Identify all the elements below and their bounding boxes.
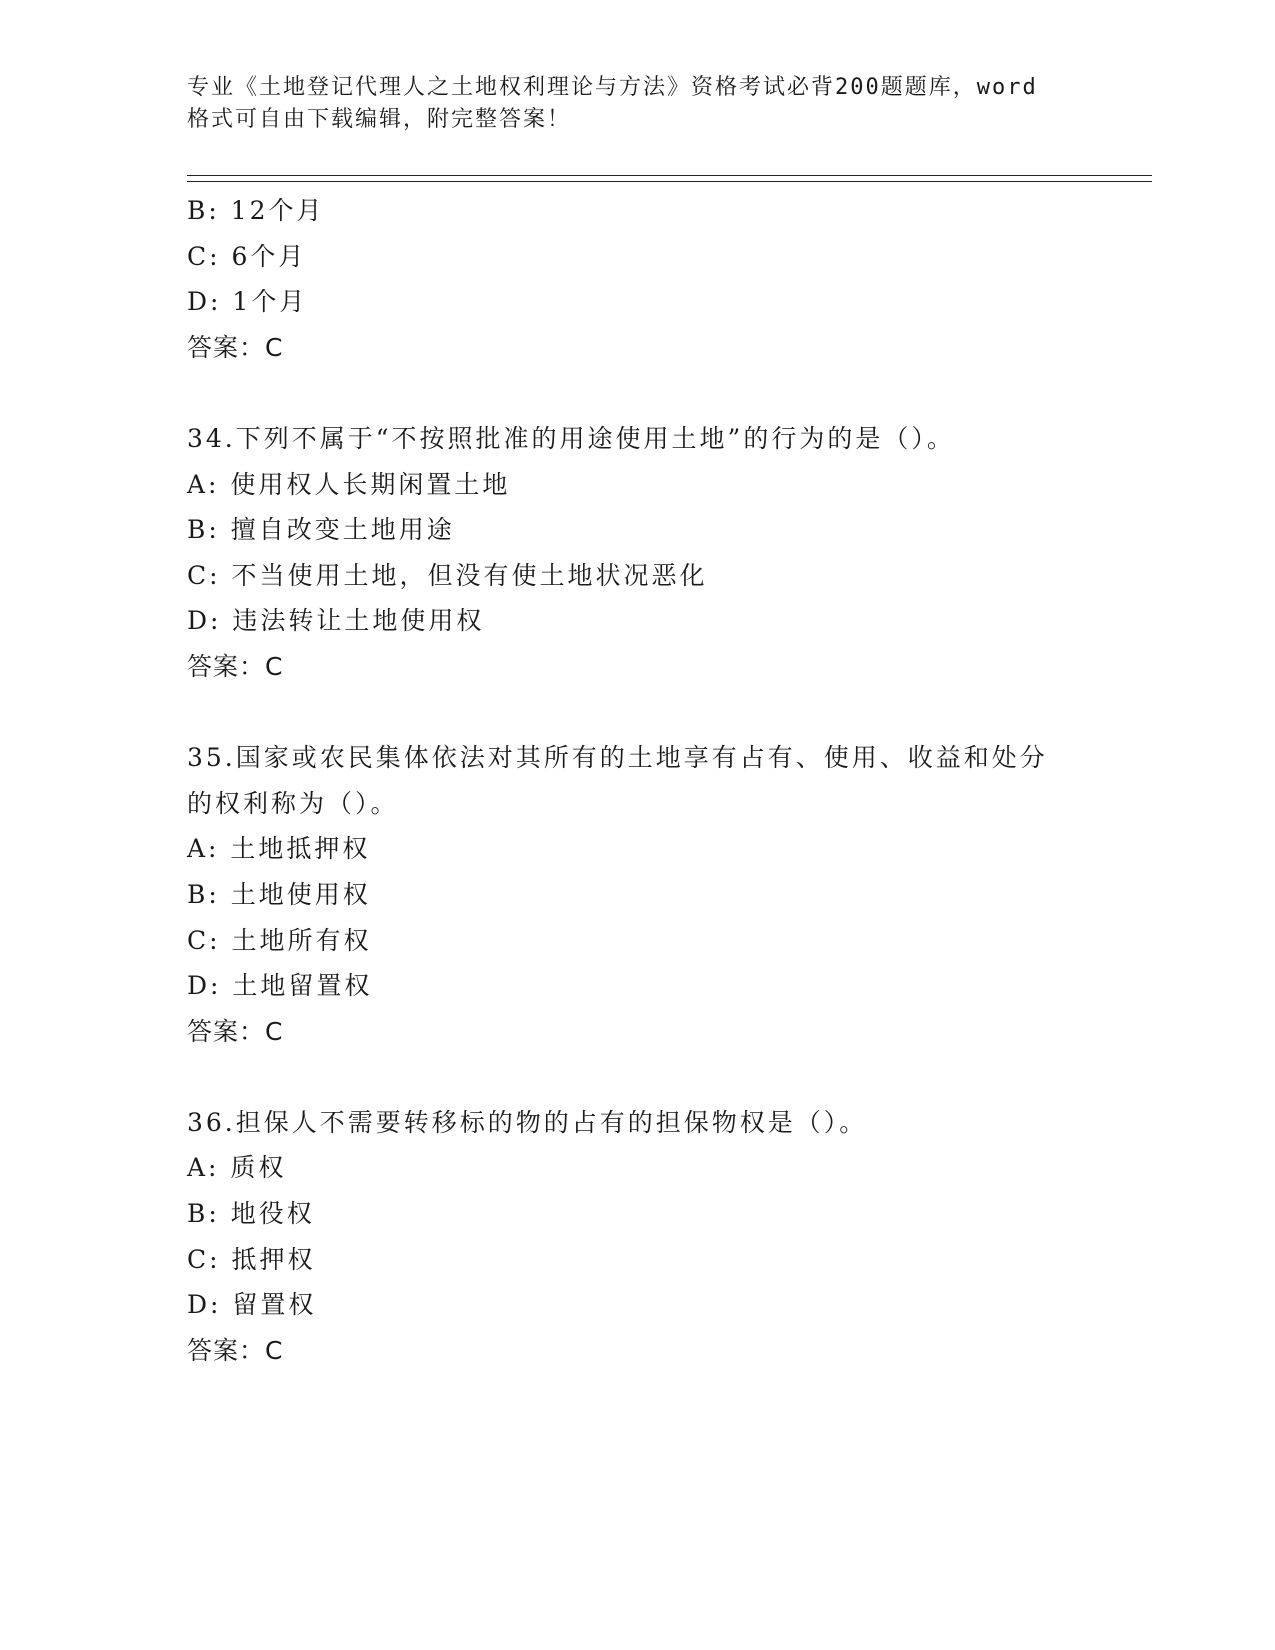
header-title-line-1: 专业《土地登记代理人之土地权利理论与方法》资格考试必背200题题库，word <box>187 75 1038 100</box>
question-block-34 <box>187 416 1087 690</box>
question-stem: 34.下列不属于“不按照批准的用途使用土地”的行为的是（）。 <box>187 423 955 453</box>
option-b: B: 地役权 <box>187 1199 315 1229</box>
option-a: A: 使用权人长期闲置土地 <box>187 469 511 499</box>
option-a: A: 质权 <box>187 1153 287 1183</box>
question-list <box>187 188 1087 1373</box>
question-stem-line-1: 35.国家或农民集体依法对其所有的土地享有占有、使用、收益和处分 <box>187 743 1048 773</box>
option-c: C: 6个月 <box>187 241 307 271</box>
option-d: D: 留置权 <box>187 1290 317 1320</box>
option-c: C: 不当使用土地，但没有使土地状况恶化 <box>187 560 708 590</box>
spacer <box>187 1054 1087 1100</box>
option-d: D: 1个月 <box>187 287 308 317</box>
question-block-35 <box>187 735 1087 1054</box>
spacer <box>187 370 1087 416</box>
question-stem-line-2: 的权利称为（）。 <box>187 788 399 818</box>
answer-line: 答案：C <box>187 1335 284 1365</box>
option-c: C: 抵押权 <box>187 1244 316 1274</box>
option-a: A: 土地抵押权 <box>187 834 371 864</box>
question-block-33 <box>187 188 1087 370</box>
question-block-36 <box>187 1100 1087 1374</box>
header-title-line-2: 格式可自由下载编辑，附完整答案！ <box>187 107 572 132</box>
option-b: B: 擅自改变土地用途 <box>187 515 455 545</box>
option-b: B: 土地使用权 <box>187 879 371 909</box>
answer-line: 答案：C <box>187 651 284 681</box>
option-b: B: 12个月 <box>187 196 325 225</box>
option-c: C: 土地所有权 <box>187 925 372 955</box>
document-header <box>187 72 1067 136</box>
option-d: D: 土地留置权 <box>187 971 373 1001</box>
answer-line: 答案：C <box>187 332 284 362</box>
answer-line: 答案：C <box>187 1016 284 1046</box>
question-stem: 36.担保人不需要转移标的物的占有的担保物权是（）。 <box>187 1107 868 1137</box>
header-divider-bottom <box>187 181 1152 182</box>
spacer <box>187 690 1087 736</box>
option-d: D: 违法转让土地使用权 <box>187 606 485 636</box>
header-divider-top <box>187 175 1152 176</box>
